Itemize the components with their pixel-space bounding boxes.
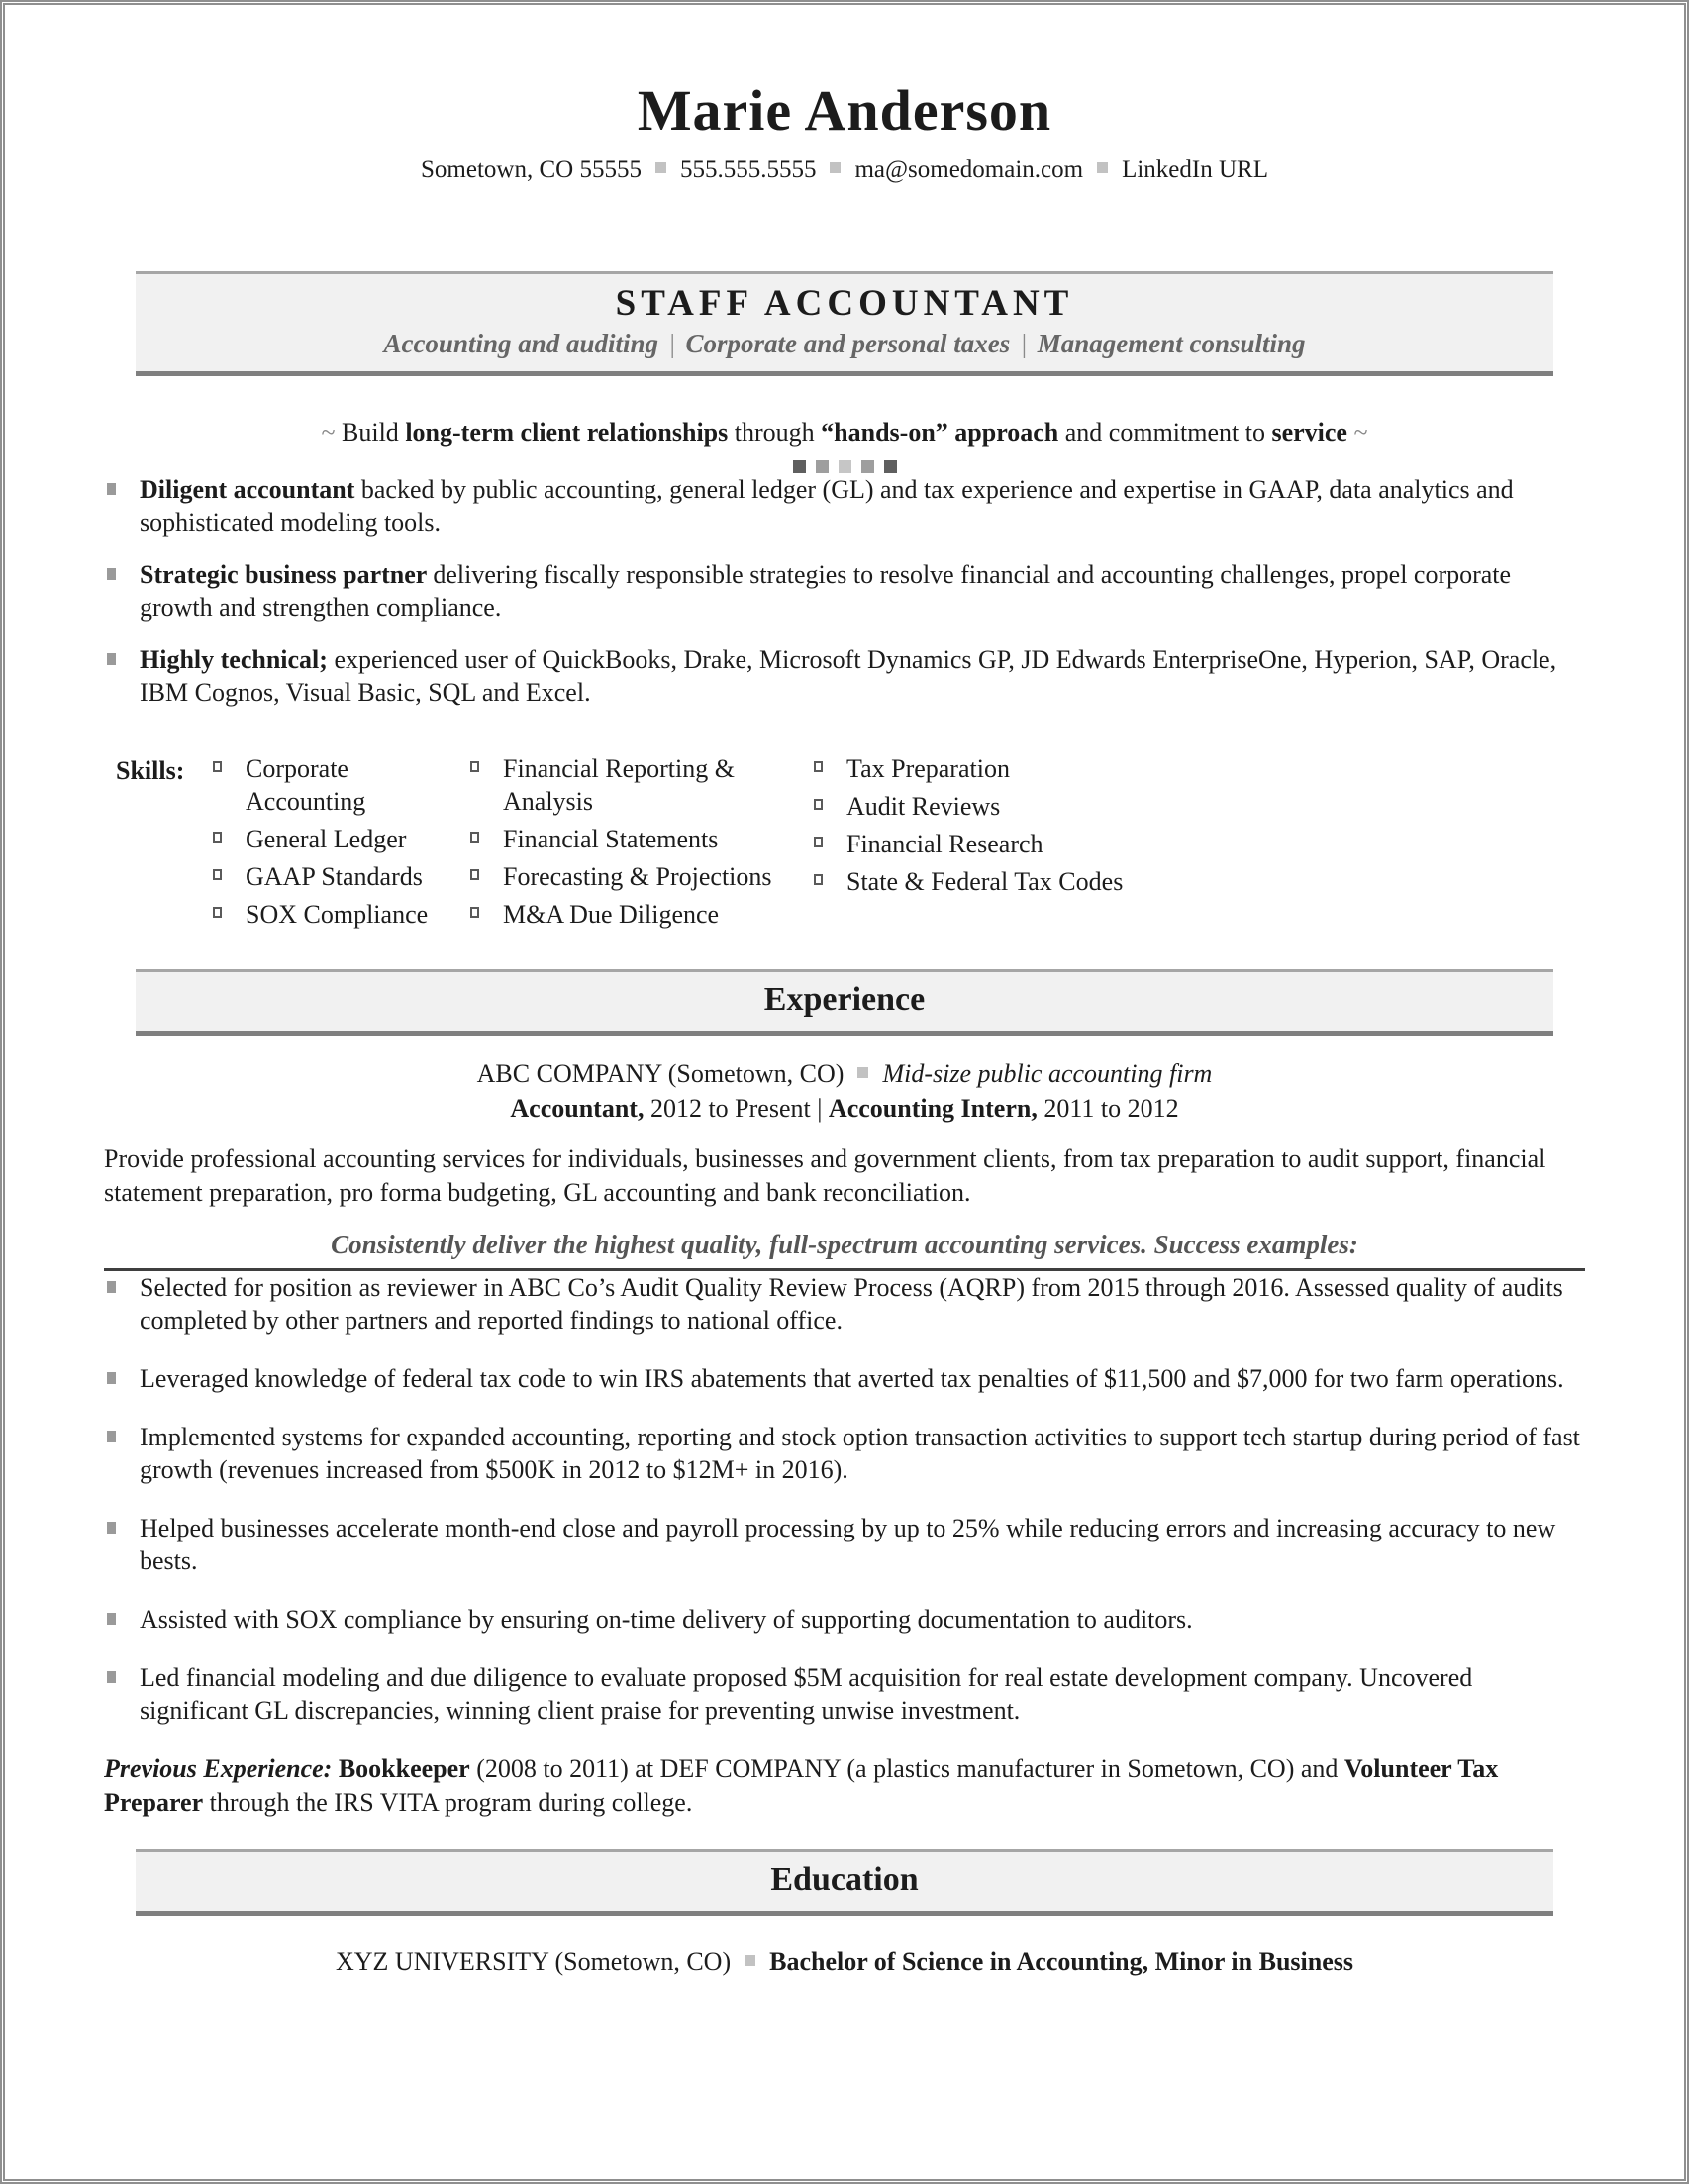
previous-experience-label: Previous Experience: bbox=[104, 1754, 339, 1784]
experience-section-header: Experience bbox=[136, 969, 1553, 1036]
bullet-lead: Highly technical; bbox=[140, 645, 335, 674]
service-areas bbox=[136, 326, 1553, 371]
bullet-text: Led financial modeling and due diligence to evaluate proposed $5M acquisition for real estate development company. Uncovered significant GL discrepancies, winning client praise for preventing unwise investment. bbox=[140, 1663, 1473, 1726]
skills-label: Skills: bbox=[116, 755, 185, 785]
tagline-text: and commitment to bbox=[1058, 417, 1272, 447]
experience-bullet-list bbox=[104, 1271, 1585, 1727]
title-banner bbox=[136, 271, 1553, 376]
experience-quote: Consistently deliver the highest quality, full-spectrum accounting services. Success examples: bbox=[331, 1230, 1358, 1260]
education-section-header: Education bbox=[136, 1849, 1553, 1916]
company-name: ABC COMPANY (Sometown, CO) bbox=[476, 1058, 844, 1088]
open-square-icon bbox=[814, 799, 823, 810]
skill-text: Financial Research bbox=[846, 829, 1043, 858]
experience-bullet bbox=[104, 1603, 1585, 1636]
summary-bullet bbox=[104, 473, 1585, 539]
tagline-text: Build bbox=[342, 417, 406, 447]
previous-text: through the IRS VITA program during college. bbox=[203, 1788, 693, 1818]
open-square-icon bbox=[470, 869, 479, 880]
role-title: Accounting Intern, bbox=[828, 1093, 1038, 1123]
contact-linkedin: LinkedIn URL bbox=[1122, 155, 1268, 183]
separator-square-icon bbox=[745, 1955, 755, 1966]
tilde-decoration: ~ bbox=[321, 417, 343, 447]
tagline-text: through bbox=[728, 417, 822, 447]
bullet-text: Implemented systems for expanded accounting, reporting and stock option transaction activities to support tech startup during period of fast growth (revenues increased from $500K in 2012 to $12M+ in 2016). bbox=[140, 1423, 1580, 1485]
company-description: Mid-size public accounting firm bbox=[882, 1058, 1213, 1088]
summary-bullet bbox=[104, 558, 1585, 624]
experience-intro: Provide professional accounting services for individuals, businesses and government clients, from tax preparation to audit support, financial statement preparation, pro forma budgeting, GL accounting and bank reconciliation. bbox=[104, 1143, 1546, 1207]
skill-item bbox=[814, 752, 1585, 785]
open-square-icon bbox=[814, 761, 823, 772]
service-area: Management consulting bbox=[1037, 329, 1306, 359]
tilde-decoration: ~ bbox=[1346, 417, 1368, 447]
skill-item bbox=[213, 898, 470, 931]
skills-section bbox=[104, 752, 1585, 936]
pipe-separator: | bbox=[668, 329, 676, 359]
bullet-text: Selected for position as reviewer in ABC Co’s Audit Quality Review Process (AQRP) from 2015 through 2016. Assessed quality of audits completed by other partners and reported findings to national office. bbox=[140, 1273, 1563, 1336]
bullet-square-icon bbox=[107, 1522, 116, 1534]
tagline-bold: “hands-on” approach bbox=[821, 417, 1059, 447]
skill-item bbox=[814, 828, 1585, 860]
separator-square-icon bbox=[655, 162, 666, 173]
bullet-text: Assisted with SOX compliance by ensuring on-time delivery of supporting documentation to auditors. bbox=[140, 1605, 1193, 1635]
role-dates: 2011 to 2012 bbox=[1037, 1093, 1179, 1123]
skills-column bbox=[470, 752, 814, 936]
bullet-square-icon bbox=[107, 653, 116, 665]
bullet-lead: Diligent accountant bbox=[140, 474, 361, 504]
open-square-icon bbox=[470, 761, 479, 772]
bullet-text: experienced user of QuickBooks, Drake, Microsoft Dynamics GP, JD Edwards EnterpriseOne, Hyperion, SAP, Oracle, IBM Cognos, Visual Basic, SQL and Excel. bbox=[140, 645, 1557, 707]
deco-square-icon bbox=[816, 460, 829, 473]
previous-text: (2008 to 2011) at DEF COMPANY (a plastics manufacturer in Sometown, CO) and bbox=[469, 1754, 1344, 1784]
tagline-bold: long-term client relationships bbox=[405, 417, 729, 447]
open-square-icon bbox=[213, 907, 222, 918]
separator-square-icon bbox=[830, 162, 841, 173]
skill-text: Tax Preparation bbox=[846, 753, 1010, 783]
bullet-square-icon bbox=[107, 1281, 116, 1293]
pipe-separator: | bbox=[1020, 329, 1028, 359]
contact-line bbox=[104, 156, 1585, 184]
skill-item bbox=[213, 823, 470, 855]
skill-text: Audit Reviews bbox=[846, 791, 1001, 821]
deco-square-icon bbox=[839, 460, 851, 473]
experience-bullet bbox=[104, 1362, 1585, 1395]
bullet-text: backed by public accounting, general ledger (GL) and tax experience and expertise in GAAP, data analytics and sophisticated modeling tools. bbox=[140, 474, 1514, 537]
skill-item bbox=[814, 790, 1585, 823]
skill-item bbox=[470, 823, 814, 855]
bullet-square-icon bbox=[107, 568, 116, 580]
skill-text: SOX Compliance bbox=[246, 900, 429, 929]
skill-item bbox=[213, 860, 470, 893]
role-title: Accountant, bbox=[510, 1093, 645, 1123]
skills-column bbox=[213, 752, 470, 936]
skill-text: General Ledger bbox=[246, 824, 407, 853]
experience-bullet bbox=[104, 1512, 1585, 1577]
education-line bbox=[104, 1945, 1585, 1978]
candidate-name: Marie Anderson bbox=[637, 78, 1052, 143]
bullet-square-icon bbox=[107, 1431, 116, 1442]
service-area: Corporate and personal taxes bbox=[685, 329, 1011, 359]
bullet-text: delivering fiscally responsible strategies to resolve financial and accounting challenges, propel corporate growth and strengthen compliance. bbox=[140, 559, 1512, 622]
open-square-icon bbox=[213, 832, 222, 843]
deco-square-icon bbox=[884, 460, 897, 473]
bullet-text: Helped businesses accelerate month-end close and payroll processing by up to 25% while reducing errors and increasing accuracy to new bests. bbox=[140, 1514, 1556, 1576]
skill-item bbox=[470, 860, 814, 893]
skills-column bbox=[814, 752, 1585, 936]
separator-square-icon bbox=[1097, 162, 1108, 173]
experience-bullet bbox=[104, 1271, 1585, 1337]
open-square-icon bbox=[814, 837, 823, 847]
skill-item bbox=[470, 752, 814, 818]
skill-text: Corporate Accounting bbox=[246, 753, 366, 816]
skill-item bbox=[814, 865, 1585, 898]
service-area: Accounting and auditing bbox=[383, 329, 659, 359]
bullet-square-icon bbox=[107, 1372, 116, 1384]
tagline-bold: service bbox=[1271, 417, 1347, 447]
degree: Bachelor of Science in Accounting, Minor in Business bbox=[769, 1946, 1353, 1976]
separator-square-icon bbox=[857, 1067, 868, 1078]
skill-text: GAAP Standards bbox=[246, 861, 423, 891]
school-name: XYZ UNIVERSITY (Sometown, CO) bbox=[336, 1946, 732, 1976]
skill-item bbox=[213, 752, 470, 818]
role-dates: 2012 to Present | bbox=[644, 1093, 829, 1123]
bullet-square-icon bbox=[107, 1613, 116, 1625]
open-square-icon bbox=[814, 874, 823, 885]
bullet-lead: Strategic business partner bbox=[140, 559, 434, 589]
previous-role: Bookkeeper bbox=[338, 1754, 470, 1784]
skill-item bbox=[470, 898, 814, 931]
contact-location: Sometown, CO 55555 bbox=[421, 155, 642, 183]
skill-text: State & Federal Tax Codes bbox=[846, 866, 1124, 896]
decorative-squares bbox=[104, 460, 1585, 473]
bullet-text: Leveraged knowledge of federal tax code to win IRS abatements that averted tax penalties of $11,500 and $7,000 for two farm operations. bbox=[140, 1364, 1564, 1394]
deco-square-icon bbox=[793, 460, 806, 473]
skill-text: Financial Reporting & Analysis bbox=[503, 753, 735, 816]
company-line bbox=[104, 1057, 1585, 1090]
summary-bullet bbox=[104, 644, 1585, 709]
job-roles-line bbox=[104, 1092, 1585, 1125]
skill-text: Financial Statements bbox=[503, 824, 719, 853]
experience-bullet bbox=[104, 1661, 1585, 1727]
open-square-icon bbox=[470, 907, 479, 918]
skill-text: M&A Due Diligence bbox=[503, 900, 720, 929]
open-square-icon bbox=[470, 832, 479, 843]
previous-role: Volunteer Tax Preparer bbox=[104, 1754, 1499, 1818]
summary-bullet-list bbox=[104, 473, 1585, 709]
tagline bbox=[104, 416, 1585, 448]
deco-square-icon bbox=[861, 460, 874, 473]
contact-email: ma@somedomain.com bbox=[854, 155, 1084, 183]
bullet-square-icon bbox=[107, 1671, 116, 1683]
experience-bullet bbox=[104, 1421, 1585, 1486]
contact-phone: 555.555.5555 bbox=[679, 155, 817, 183]
open-square-icon bbox=[213, 869, 222, 880]
previous-experience bbox=[104, 1752, 1585, 1820]
skill-text: Forecasting & Projections bbox=[503, 861, 772, 891]
open-square-icon bbox=[213, 761, 222, 772]
bullet-square-icon bbox=[107, 483, 116, 495]
job-title: STAFF ACCOUNTANT bbox=[615, 282, 1074, 324]
